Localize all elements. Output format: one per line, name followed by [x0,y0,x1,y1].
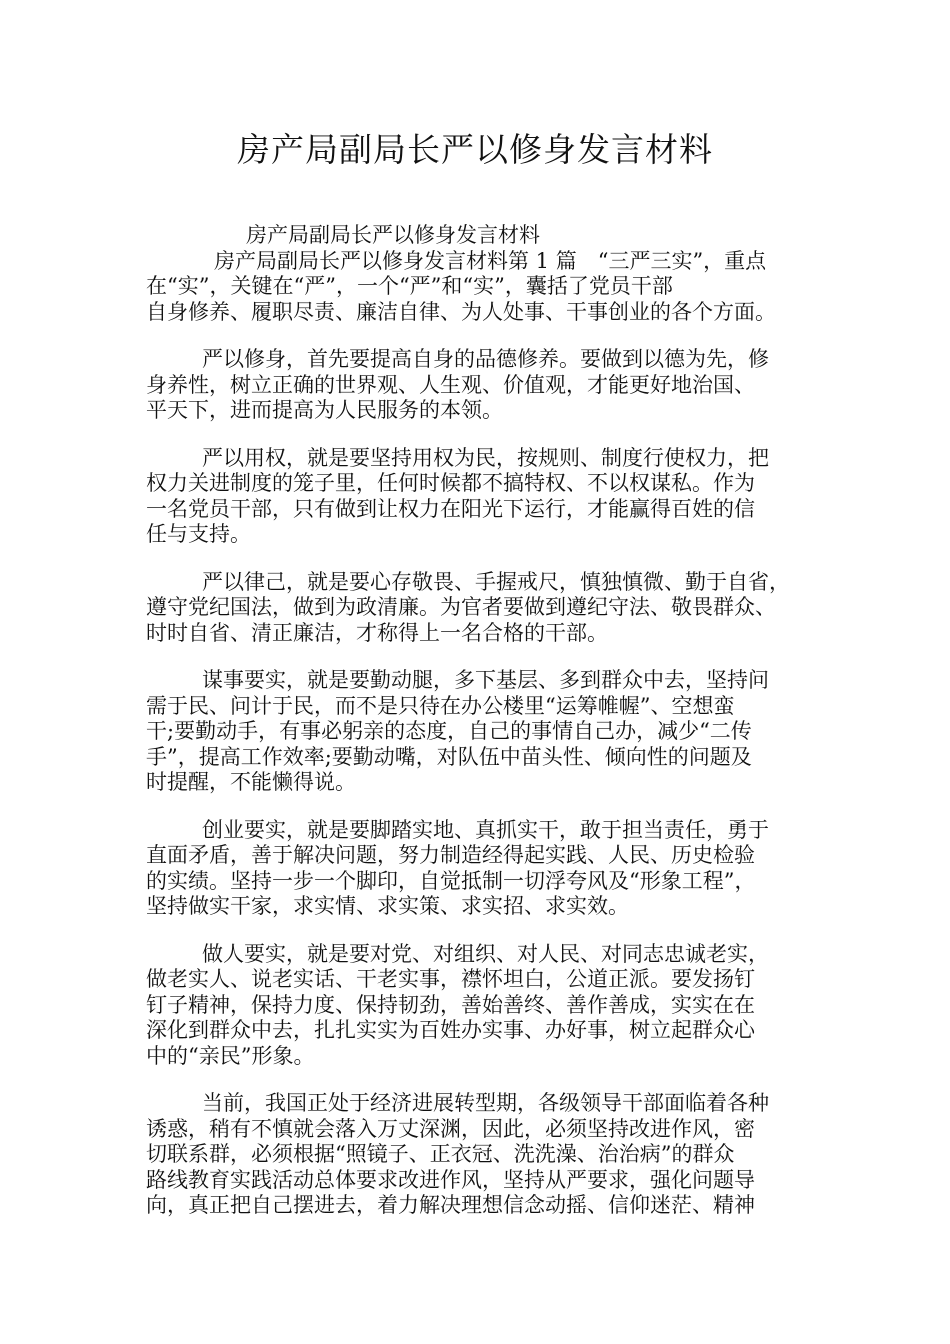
paragraph-line: 房产局副局长严以修身发言材料第 1 篇 “三严三实”，重点 [214,248,767,273]
paragraph-line: 做人要实，就是要对党、对组织、对人民、对同志忠诚老实， [202,941,769,966]
paragraph-line: 中的“亲民”形象。 [146,1043,315,1068]
paragraph-line: 自身修养、履职尽责、廉洁自律、为人处事、干事创业的各个方面。 [146,299,776,324]
paragraph-line: 一名党员干部，只有做到让权力在阳光下运行，才能赢得百姓的信 [146,496,755,521]
document-body [146,223,814,1219]
paragraph-line: 直面矛盾，善于解决问题，努力制造经得起实践、人民、历史检验 [146,843,755,867]
document-subtitle: 房产局副局长严以修身发言材料 [246,223,540,247]
paragraph-line: 手”，提高工作效率;要勤动嘴，对队伍中苗头性、倾向性的问题及 [146,744,752,769]
paragraph-line: 切联系群，必须根据“照镜子、正衣冠、洗洗澡、治治病”的群众 [146,1142,735,1166]
paragraph-line: 钉子精神，保持力度、保持韧劲，善始善终、善作善成，实实在在 [146,992,755,1017]
document-title: 房产局副局长严以修身发言材料 [237,130,713,169]
paragraph-line: 身养性，树立正确的世界观、人生观、价值观，才能更好地治国、 [146,372,755,397]
paragraph-line: 平天下，进而提高为人民服务的本领。 [146,398,503,422]
paragraph-line: 严以修身，首先要提高自身的品德修养。要做到以德为先，修 [202,347,769,371]
paragraph-line: 在“实”，关键在“严”，一个“严”和“实”，囊括了党员干部 [146,274,673,298]
paragraph-line: 路线教育实践活动总体要求改进作风，坚持从严要求，强化问题导 [146,1167,755,1192]
paragraph-line: 向，真正把自己摆进去，着力解决理想信念动摇、信仰迷茫、精神 [146,1193,755,1217]
paragraph-line: 严以律己，就是要心存敬畏、手握戒尺，慎独慎微、勤于自省， [202,569,790,594]
paragraph-line: 诱惑，稍有不慎就会落入万丈深渊，因此，必须坚持改进作风，密 [146,1116,755,1141]
paragraph-line: 做老实人、说老实话、干老实事，襟怀坦白，公道正派。要发扬钉 [146,967,755,991]
paragraph-line: 任与支持。 [146,522,251,546]
paragraph-line: 遵守党纪国法，做到为政清廉。为官者要做到遵纪守法、敬畏群众、 [146,595,776,619]
paragraph-line: 严以用权，就是要坚持用权为民，按规则、制度行使权力，把 [202,445,769,470]
paragraph-line: 时时自省、清正廉洁，才称得上一名合格的干部。 [146,620,608,645]
paragraph-line: 权力关进制度的笼子里，任何时候都不搞特权、不以权谋私。作为 [146,471,755,495]
paragraph-line: 谋事要实，就是要勤动腿，多下基层、多到群众中去，坚持问 [202,668,769,692]
paragraph-line: 干;要勤动手，有事必躬亲的态度，自己的事情自己办，减少“二传 [146,719,752,743]
paragraph-line: 当前，我国正处于经济进展转型期，各级领导干部面临着各种 [202,1091,769,1115]
paragraph-line: 深化到群众中去，扎扎实实为百姓办实事、办好事，树立起群众心 [146,1018,755,1042]
paragraph-line: 的实绩。坚持一步一个脚印，自觉抵制一切浮夸风及“形象工程”， [146,868,756,893]
paragraph-line: 创业要实，就是要脚踏实地、真抓实干，敢于担当责任，勇于 [202,817,769,842]
paragraph-line: 坚持做实干家，求实情、求实策、求实招、求实效。 [146,894,629,918]
paragraph-line: 时提醒，不能懒得说。 [146,770,356,794]
paragraph-line: 需于民、问计于民，而不是只待在办公楼里“运筹帷幄”、空想蛮 [146,693,735,718]
